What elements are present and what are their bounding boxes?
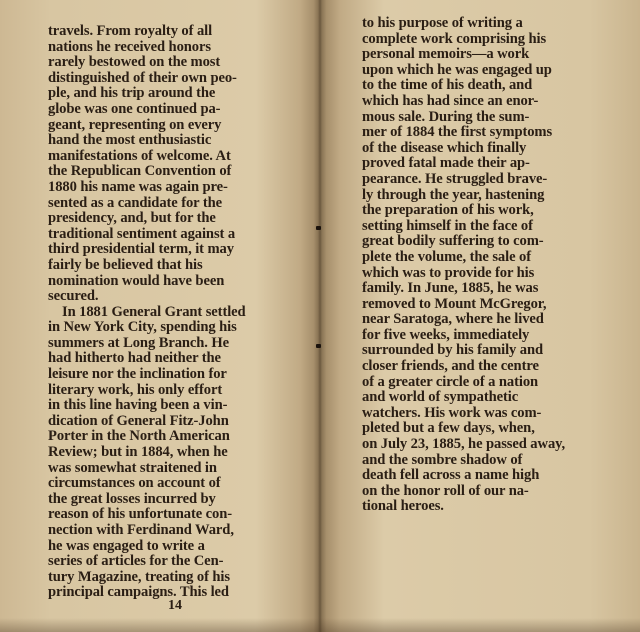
text-line: to the time of his death, and [362, 77, 533, 94]
text-line: series of articles for the Cen- [48, 553, 224, 570]
left-page-text [48, 24, 296, 601]
text-line: great bodily suffering to com- [362, 233, 544, 250]
text-line: globe was one continued pa- [48, 100, 221, 117]
text-line: watchers. His work was com- [362, 404, 542, 421]
text-line: distinguished of their own peo- [48, 69, 237, 86]
text-line: the great losses incurred by [48, 490, 216, 507]
text-line: to his purpose of writing a [362, 15, 523, 31]
text-line: upon which he was engaged up [362, 61, 552, 78]
text-line: ple, and his trip around the [48, 85, 216, 102]
staple-bottom [316, 344, 321, 348]
text-line: ly through the year, hastening [362, 186, 545, 203]
text-line: nection with Ferdinand Ward, [48, 522, 234, 538]
page-bottom-shadow [0, 618, 640, 632]
text-line: he was engaged to write a [48, 537, 205, 554]
text-line: nations he received honors [48, 38, 211, 55]
text-line: had hitherto had neither the [48, 350, 221, 367]
text-line: principal campaigns. This led [48, 584, 229, 601]
text-line: reason of his unfortunate con- [48, 506, 233, 523]
text-line: manifestations of welcome. At [48, 147, 231, 164]
text-line: in this line having been a vin- [48, 397, 228, 414]
text-line: geant, representing on every [48, 116, 222, 133]
text-line: closer friends, and the centre [362, 358, 539, 375]
text-line: 1880 his name was again pre- [48, 178, 228, 195]
text-line: removed to Mount McGregor, [362, 295, 547, 312]
text-line: death fell across a name high [362, 467, 540, 484]
text-line: leisure nor the inclination for [48, 366, 227, 383]
text-line: rarely bestowed on the most [48, 54, 221, 71]
text-line: for five weeks, immediately [362, 326, 530, 343]
text-line: which has had since an enor- [362, 92, 539, 109]
text-line: and world of sympathetic [362, 389, 519, 406]
text-line: tury Magazine, treating of his [48, 568, 230, 585]
text-line: the preparation of his work, [362, 202, 534, 219]
right-page-text [362, 16, 608, 515]
text-line: and the sombre shadow of [362, 451, 523, 468]
text-line: circumstances on account of [48, 475, 221, 492]
text-line: personal memoirs—a work [362, 46, 530, 63]
text-line: presidency, and, but for the [48, 210, 216, 227]
text-line: which was to provide for his [362, 264, 535, 281]
text-line: proved fatal made their ap- [362, 155, 530, 172]
text-line: dication of General Fitz-John [48, 412, 229, 429]
text-line: near Saratoga, where he lived [362, 311, 544, 328]
text-line: on July 23, 1885, he passed away, [362, 436, 566, 453]
text-line: summers at Long Branch. He [48, 334, 230, 351]
text-line: sented as a candidate for the [48, 194, 222, 211]
text-line: tional heroes. [362, 498, 444, 515]
page-number: 14 [168, 598, 182, 613]
text-line: was somewhat straitened in [48, 459, 217, 476]
text-line: in New York City, spending his [48, 319, 237, 336]
text-line: traditional sentiment against a [48, 225, 236, 242]
text-line: mous sale. During the sum- [362, 108, 530, 125]
text-line: mer of 1884 the first symptoms [362, 124, 553, 141]
text-line: fairly be believed that his [48, 256, 203, 273]
text-line: plete the volume, the sale of [362, 248, 531, 265]
text-line: travels. From royalty of all [48, 23, 213, 39]
text-line: on the honor roll of our na- [362, 482, 529, 499]
text-line: nomination would have been [48, 272, 225, 289]
text-line: of a greater circle of a nation [362, 373, 539, 390]
right-page [320, 0, 640, 632]
text-line: the Republican Convention of [48, 163, 232, 180]
text-line: setting himself in the face of [362, 217, 533, 234]
text-line: family. In June, 1885, he was [362, 280, 539, 297]
text-line: pleted but a few days, when, [362, 420, 535, 437]
text-line: Review; but in 1884, when he [48, 444, 228, 461]
text-line: hand the most enthusiastic [48, 132, 212, 149]
text-line: third presidential term, it may [48, 241, 234, 258]
text-line: pearance. He struggled brave- [362, 170, 548, 187]
text-line: complete work comprising his [362, 30, 547, 47]
left-page [0, 0, 318, 632]
text-line: In 1881 General Grant settled [62, 303, 246, 320]
staple-top [316, 226, 321, 230]
text-line: surrounded by his family and [362, 342, 544, 359]
text-line: of the disease which finally [362, 139, 527, 156]
text-line: literary work, his only effort [48, 381, 223, 398]
text-line: secured. [48, 288, 99, 305]
text-line: Porter in the North American [48, 428, 230, 445]
